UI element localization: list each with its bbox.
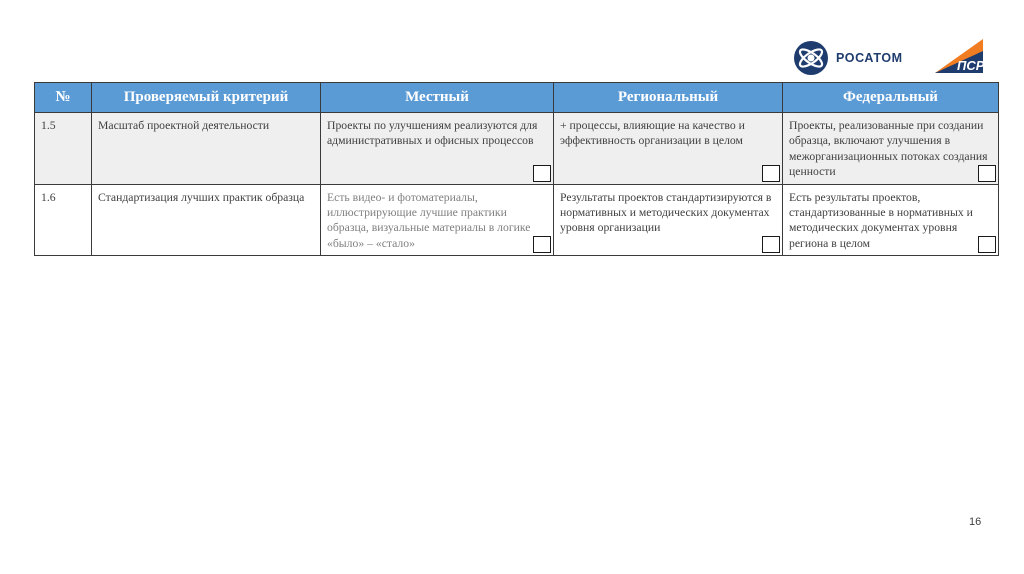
row-criterion: Стандартизация лучших практик образца [92,184,321,256]
cell-federal-text: Есть результаты проектов, стандартизованные в нормативных и методических документах уровня региона в целом [789,190,973,250]
checkbox-regional[interactable] [762,165,780,182]
table-header-row [35,83,999,113]
checkbox-federal[interactable] [978,165,996,182]
table-row [35,113,999,185]
checkbox-regional[interactable] [762,236,780,253]
cell-federal-text: Проекты, реализованные при создании образца, включают улучшения в межорганизационных потоках создания ценности [789,119,988,179]
rosatom-atom-icon [793,40,829,76]
cell-federal [783,184,999,256]
cell-local-text: Проекты по улучшениям реализуются для административных и офисных процессов [327,119,538,148]
header-criterion: Проверяемый критерий [92,83,321,113]
svg-text:ПСР: ПСР [957,58,985,73]
row-number: 1.6 [35,184,92,256]
row-number: 1.5 [35,113,92,185]
cell-federal [783,113,999,185]
cell-regional [554,184,783,256]
checkbox-local[interactable] [533,165,551,182]
psr-logo-icon [933,37,985,75]
criteria-table [34,82,999,256]
header-number: № [35,83,92,113]
cell-regional-text: Результаты проектов стандартизируются в нормативных и методических документах уровня организации [560,190,772,235]
header-federal: Федеральный [783,83,999,113]
cell-local-text: Есть видео- и фотоматериалы, иллюстрирующие лучшие практики образца, визуальные материалы в логике «было» – «стало» [327,190,531,250]
checkbox-federal[interactable] [978,236,996,253]
table-row [35,184,999,256]
rosatom-wordmark: РОСАТОМ [836,51,903,65]
checkbox-local[interactable] [533,236,551,253]
header-regional: Региональный [554,83,783,113]
cell-regional-text: + процессы, влияющие на качество и эффективность организации в целом [560,119,745,148]
cell-regional [554,113,783,185]
header-local: Местный [321,83,554,113]
row-criterion: Масштаб проектной деятельности [92,113,321,185]
page-number: 16 [969,516,982,528]
rosatom-logo [793,38,903,78]
cell-local [321,113,554,185]
cell-local [321,184,554,256]
